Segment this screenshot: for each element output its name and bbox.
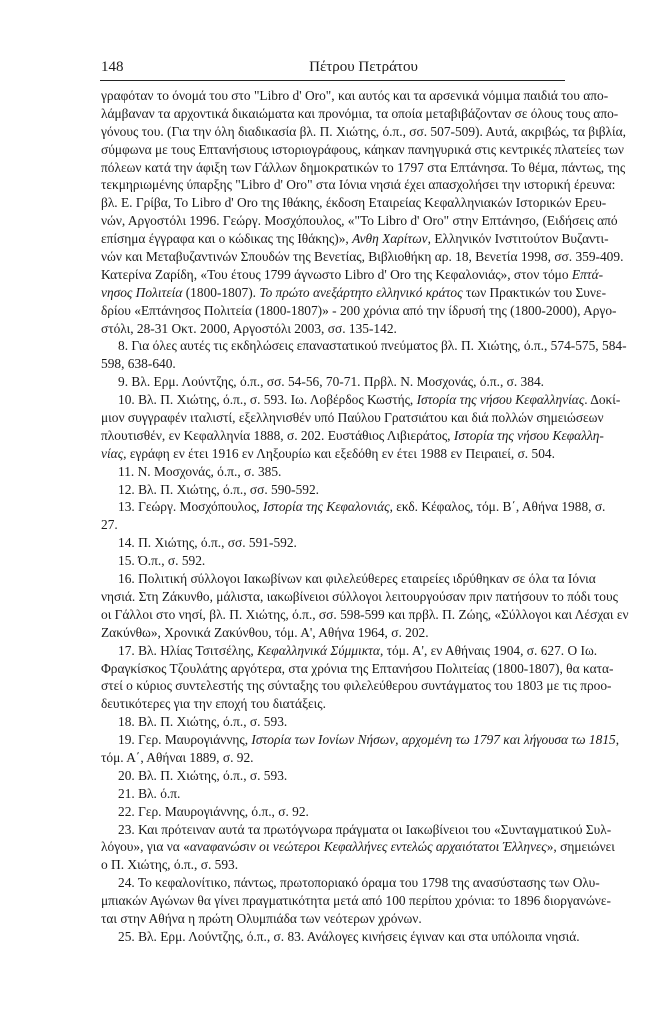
text-line [101, 856, 561, 874]
italic-title: Ιστορία των Ιονίων Νήσων, αρχομένη τω 1797 και λήγουσα τω 1815 [251, 732, 616, 748]
text-line [101, 105, 619, 123]
footnote [101, 391, 621, 463]
text-line [101, 642, 598, 660]
italic-title: Επτά- [571, 266, 604, 282]
text-segment: Ζακύνθω», Χρονικά Ζακύνθου, τόμ. Α', Αθήνα 1964, σ. 202. [101, 624, 429, 640]
text-segment: στόλι, 28-31 Οκτ. 2000, Αργοστόλι 2003, σσ. 135-142. [101, 320, 397, 336]
text-segment: , εγράφη εν έτει 1916 εν Ληξουρίω και εξεδόθη εν έτει 1988 εν Πειραιεί, σ. 504. [123, 445, 555, 461]
footnote [101, 481, 561, 499]
text-segment: ται στην Αθήνα η πρώτη Ολυμπιάδα των νεότερων χρόνων. [101, 910, 422, 926]
page-header [100, 58, 565, 81]
text-line [101, 570, 596, 588]
text-line [101, 302, 617, 320]
text-line [101, 677, 612, 695]
text-segment: 22. Γερ. Μαυρογιάννης, ό.π., σ. 92. [118, 803, 309, 819]
text-segment: των Πρακτικών του Συνε- [462, 284, 607, 300]
text-line [101, 284, 607, 302]
text-line [101, 892, 611, 910]
text-segment: 598, 638-640. [101, 356, 176, 372]
text-segment: γόνους του. (Για την όλη διαδικασία βλ. Π. Χιώτης, ό.π., σσ. 507-509). Αυτά, ακριβώς, τα βιβλία, [101, 123, 626, 139]
text-segment: 13. Γεώργ. Μοσχόπουλος, [118, 499, 263, 515]
text-segment: Κατερίνα Ζαρίδη, «Του έτους 1799 άγνωστο Libro d' Oro της Κεφαλονιάς», στον τόμο [101, 266, 572, 282]
footnote [101, 337, 627, 373]
text-segment: 10. Βλ. Π. Χιώτης, ό.π., σ. 593. Ιω. Λοβέρδος Κωστής, [118, 392, 417, 408]
text-line [101, 498, 606, 516]
footnote [101, 552, 561, 570]
text-segment: πλουτισθέν, εν Κεφαλληνία 1888, σ. 202. Ευστάθιος Λιβιεράτος, [101, 427, 454, 443]
text-line [101, 427, 604, 445]
text-segment: νησιά. Στη Ζάκυνθο, μάλιστα, ιακωβίνειοι σύλλογοι λειτουργούσαν πριν πατήσουν το πόδι τους [101, 588, 618, 604]
italic-title: Το πρώτο ανεξάρτητο ελληνικό κράτος [259, 284, 463, 300]
text-line [101, 785, 561, 803]
footnote [101, 928, 580, 946]
text-line [101, 159, 626, 177]
text-line [101, 481, 561, 499]
footnote [101, 642, 614, 714]
page-number: 148 [101, 59, 124, 75]
footnote [101, 570, 629, 642]
text-line [101, 928, 580, 946]
text-segment: τεκμηριωμένης ύπαρξης "Libro d' Oro" στα Ιόνια νησιά έχει απασχολήσει την ιστορική έρευνα: [101, 177, 616, 193]
text-line [101, 695, 561, 713]
footnote [101, 821, 615, 875]
text-segment: γραφόταν το όνομά του στο "Libro d' Oro", και αυτός και τα αρσενικά νόμιμα παιδιά του απο- [101, 88, 609, 103]
text-segment: μπιακών Αγώνων θα γίνει πραγματικότητα μετά από 100 περίπου χρόνια: το 1896 διοργανώνε- [101, 893, 611, 909]
text-line [101, 534, 561, 552]
text-segment: 11. Ν. Μοσχονάς, ό.π., σ. 385. [118, 463, 282, 479]
text-line [101, 194, 607, 212]
text-segment: δευτικότερες για την εποχή του διατάξεις. [101, 696, 326, 712]
text-segment: πόλεων κατά την άφιξη των Γάλλων δημοκρατικών το 1797 στα Επτάνησα. Το θέμα, πάντως, της [101, 159, 626, 175]
footnote [101, 713, 561, 731]
italic-title: νησος Πολιτεία [101, 284, 183, 300]
text-line [101, 821, 612, 839]
italic-title: Ιστορία της νήσου Κεφαλληνίας [416, 392, 585, 408]
footnote [101, 534, 561, 552]
text-segment: 14. Π. Χιώτης, ό.π., σσ. 591-592. [118, 535, 297, 551]
text-segment: τόμ. Α΄, Αθήναι 1889, σ. 92. [101, 749, 254, 765]
text-line [101, 749, 561, 767]
text-segment: 15. Ό.π., σ. 592. [118, 553, 206, 569]
text-segment: 27. [101, 517, 118, 533]
text-segment: 9. Βλ. Ερμ. Λούντζης, ό.π., σσ. 54-56, 70-71. Πρβλ. Ν. Μοσχονάς, ό.π., σ. 384. [118, 374, 544, 390]
text-line [101, 320, 561, 338]
text-segment: λόγου», για να « [101, 839, 190, 855]
text-line [101, 409, 604, 427]
text-line [101, 838, 615, 856]
text-segment: 25. Βλ. Ερμ. Λούντζης, ό.π., σ. 83. Ανάλογες κινήσεις έγιναν και στα υπόλοιπα νησιά. [118, 928, 580, 944]
text-line [101, 87, 609, 105]
footnote [101, 463, 561, 481]
italic-title: Ιστορία της Κεφαλονιάς [263, 499, 390, 515]
text-line [101, 123, 626, 141]
text-line [101, 373, 561, 391]
footnote [101, 373, 561, 391]
text-line [101, 445, 561, 463]
italic-title: Κεφαλληνικά Σύμμικτα [257, 642, 380, 658]
text-segment: 21. Βλ. ό.π. [118, 785, 181, 801]
text-segment: νών, Αργοστόλι 1996. Γεώργ. Μοσχόπουλος, «"Το Libro d' Oro" στην Επτάνησο, (Ειδήσεις από [101, 213, 618, 229]
text-segment: 17. Βλ. Ηλίας Τσιτσέλης, [118, 642, 258, 658]
text-segment: 19. Γερ. Μαυρογιάννης, [118, 732, 252, 748]
text-line [101, 588, 618, 606]
text-segment: Φραγκίσκος Τζουλάτης αργότερα, στα χρόνια της Επτανήσου Πολιτείας (1800-1807), θα κατα- [101, 660, 614, 676]
text-line [101, 391, 621, 409]
text-segment: ο Π. Χιώτης, ό.π., σ. 593. [101, 857, 239, 873]
text-segment: , εκδ. Κέφαλος, τόμ. Β΄, Αθήνα 1988, σ. [389, 499, 606, 515]
text-line [101, 248, 624, 266]
text-segment: 23. Και πρότειναν αυτά τα πρωτόγνωρα πράγματα οι Ιακωβίνειοι του «Συνταγματικού Συλ- [118, 821, 612, 837]
text-line [101, 606, 629, 624]
text-segment: νών και Μεταβυζαντινών Σπουδών της Βενετίας, Βιβλιοθήκη αρ. 18, Βενετία 1998, σσ. 359-409. [101, 249, 624, 265]
text-line [101, 212, 618, 230]
text-segment: 8. Για όλες αυτές τις εκδηλώσεις επαναστατικού πνεύματος βλ. Π. Χιώτης, ό.π., 574-575, 584- [118, 338, 627, 354]
italic-title: αναφανώσιν οι νεώτεροι Κεφαλλήνες εντελώς αρχαιότατοι Έλληνες [189, 839, 547, 855]
italic-title: Ανθη Χαρίτων [352, 231, 428, 247]
text-line [101, 767, 561, 785]
text-segment: », σημειώνει [546, 839, 615, 855]
text-line [101, 355, 561, 373]
text-line [101, 176, 616, 194]
text-line [101, 141, 624, 159]
footnote [101, 498, 606, 534]
text-line [101, 516, 561, 534]
text-segment: , Ελληνικόν Ινστιτούτον Βυζαντι- [427, 231, 609, 247]
text-segment: λάμβαναν τα αρχοντικά δικαιώματα και προνόμια, τα οποία μεταβιβάζονταν σε όλους τους απο- [101, 105, 619, 121]
footnote [101, 803, 561, 821]
text-segment: στεί ο κύριος συντελεστής της σύνταξης του φιλελεύθερου συντάγματος του 1803 με τις προο- [101, 678, 612, 694]
footnote [101, 785, 561, 803]
text-line [101, 731, 620, 749]
text-line [101, 552, 561, 570]
text-line [101, 230, 609, 248]
text-segment: σύμφωνα με τους Επτανήσιους ιστοριογράφους, κάηκαν πανηγυρικά στις κεντρικές πλατείες των [101, 141, 624, 157]
text-segment: οι Γάλλοι στο νησί, βλ. Π. Χιώτης, ό.π., σσ. 598-599 και πρβλ. Π. Ζώης, «Σύλλογοι και Λέσχαι εν [101, 606, 629, 622]
footnote [101, 731, 620, 767]
running-title: Πέτρου Πετράτου [309, 59, 418, 75]
text-segment: 12. Βλ. Π. Χιώτης, ό.π., σσ. 590-592. [118, 481, 319, 497]
footnote-continuation [101, 87, 626, 337]
text-segment: , τόμ. Α', εν Αθήναις 1904, σ. 627. Ο Ιω. [379, 642, 598, 658]
text-segment: βλ. Ε. Γρίβα, Το Libro d' Oro της Ιθάκης, έκδοση Εταιρείας Κεφαλληνιακών Ιστορικών Ερευ- [101, 195, 607, 211]
text-line [101, 803, 561, 821]
text-segment: , [615, 732, 620, 748]
footnotes-body [101, 87, 629, 946]
text-line [101, 910, 561, 928]
text-segment: 16. Πολιτική σύλλογοι Ιακωβίνων και φιλελεύθερες εταιρείες ιδρύθηκαν σε όλα τα Ιόνια [118, 571, 596, 587]
text-line [101, 337, 627, 355]
text-segment: επίσημα έγγραφα και ο κώδικας της Ιθάκης)», [101, 231, 353, 247]
text-segment: 18. Βλ. Π. Χιώτης, ό.π., σ. 593. [118, 714, 288, 730]
text-line [101, 624, 561, 642]
text-line [101, 266, 604, 284]
footnote [101, 767, 561, 785]
text-line [101, 874, 600, 892]
italic-title: Ιστορία της νήσου Κεφαλλη- [453, 427, 604, 443]
text-line [101, 463, 561, 481]
text-segment: (1800-1807). [182, 284, 260, 300]
text-segment: 20. Βλ. Π. Χιώτης, ό.π., σ. 593. [118, 767, 288, 783]
text-segment: μιον συγγραφέν ιταλιστί, εξελληνισθέν υπό Παύλου Γρατσιάτου και διά πολλών σημειώσεων [101, 410, 604, 426]
text-segment: . Δοκί- [584, 392, 621, 408]
italic-title: νίας [101, 445, 124, 461]
text-line [101, 660, 614, 678]
text-line [101, 713, 561, 731]
text-segment: δρίου «Επτάνησος Πολιτεία (1800-1807)» - 200 χρόνια από την ίδρυσή της (1800-2000), Αργο- [101, 302, 617, 318]
footnote [101, 874, 611, 928]
text-segment: 24. Το κεφαλονίτικο, πάντως, πρωτοποριακό όραμα του 1798 της ανασύστασης των Ολυ- [118, 875, 600, 891]
